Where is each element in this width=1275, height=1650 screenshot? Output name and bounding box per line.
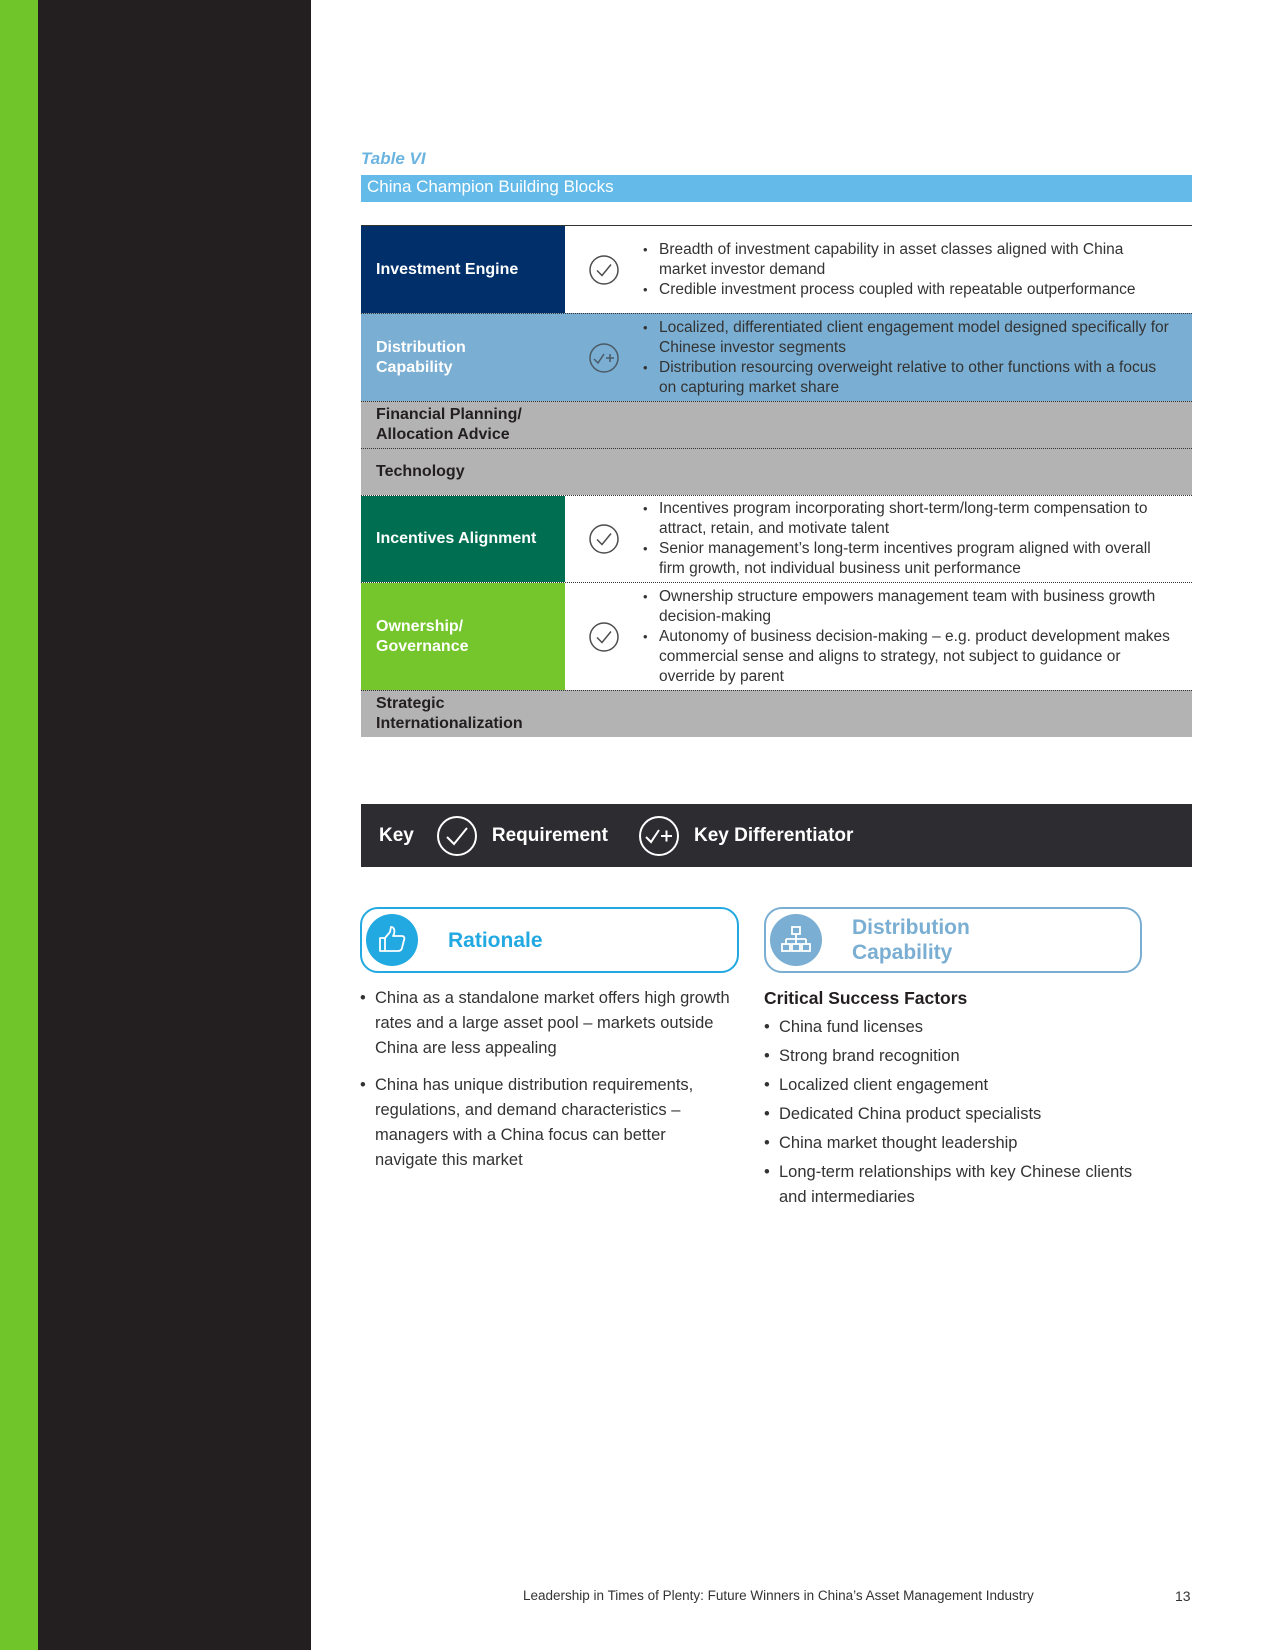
list-item: • Distribution resourcing overweight relative to other functions with a focus on capturing market share bbox=[643, 358, 1157, 396]
check-plus-circle-icon bbox=[638, 815, 680, 857]
row-name: Ownership/ Governance bbox=[361, 583, 565, 690]
key-requirement-label: Requirement bbox=[491, 824, 608, 846]
building-blocks-table bbox=[361, 225, 1192, 737]
list-item: • Senior management’s long-term incentives program aligned with overall firm growth, not individual business unit performance bbox=[643, 540, 1151, 577]
rationale-title: Rationale bbox=[448, 928, 543, 952]
table-title: China Champion Building Blocks bbox=[361, 175, 1192, 202]
table-label: Table VI bbox=[361, 149, 426, 168]
row-description bbox=[643, 583, 1192, 690]
row-name: Technology bbox=[376, 463, 465, 480]
table-row bbox=[361, 448, 1192, 495]
rationale-list bbox=[360, 986, 730, 1185]
row-name: Investment Engine bbox=[361, 226, 565, 313]
list-item: • Strong brand recognition bbox=[764, 1047, 960, 1065]
csf-list bbox=[764, 1015, 1164, 1214]
row-name: Financial Planning/ Allocation Advice bbox=[376, 406, 522, 443]
list-item: • China has unique distribution requirements, regulations, and demand characteristics – managers with a China focus can better navigate this market bbox=[360, 1076, 694, 1169]
org-chart-icon bbox=[780, 924, 812, 956]
rationale-header bbox=[360, 907, 739, 973]
page-number: 13 bbox=[1175, 1588, 1191, 1604]
row-description bbox=[643, 314, 1192, 401]
check-circle-icon bbox=[436, 815, 478, 857]
row-name: Distribution Capability bbox=[376, 338, 466, 376]
check-circle-icon bbox=[588, 621, 620, 653]
row-name: Strategic Internationalization bbox=[376, 695, 523, 732]
distribution-title: Distribution Capability bbox=[852, 916, 970, 964]
side-dark-panel bbox=[38, 0, 311, 1650]
table-row bbox=[361, 690, 1192, 737]
list-item: • Dedicated China product specialists bbox=[764, 1105, 1042, 1123]
list-item: • China market thought leadership bbox=[764, 1134, 1018, 1152]
key-label: Key bbox=[379, 824, 414, 846]
key-legend bbox=[361, 804, 1192, 867]
list-item: • Localized client engagement bbox=[764, 1076, 989, 1094]
list-item: • Autonomy of business decision-making – e.g. product development makes commercial sense and aligns to strategy, not subject to guidance or override by parent bbox=[643, 627, 1170, 685]
row-name: Incentives Alignment bbox=[361, 496, 565, 582]
list-item: • Long-term relationships with key Chinese clients and intermediaries bbox=[764, 1163, 1133, 1206]
key-differentiator-label: Key Differentiator bbox=[694, 824, 854, 846]
csf-heading: Critical Success Factors bbox=[764, 988, 968, 1008]
thumbs-up-icon bbox=[376, 924, 408, 956]
check-circle-icon bbox=[588, 523, 620, 555]
table-row bbox=[361, 313, 1192, 401]
side-accent-strip bbox=[0, 0, 38, 1650]
table-row bbox=[361, 226, 1192, 313]
list-item: • China fund licenses bbox=[764, 1018, 924, 1036]
table-row bbox=[361, 495, 1192, 582]
table-row bbox=[361, 582, 1192, 690]
list-item: • Ownership structure empowers management team with business growth decision-making bbox=[643, 587, 1156, 625]
list-item: • Incentives program incorporating short-term/long-term compensation to attract, retain, and motivate talent bbox=[643, 500, 1148, 537]
check-plus-circle-icon bbox=[588, 342, 620, 374]
table-row bbox=[361, 401, 1192, 448]
list-item: • Breadth of investment capability in asset classes aligned with China market investor demand bbox=[643, 240, 1124, 278]
footer-title: Leadership in Times of Plenty: Future Winners in China’s Asset Management Industry bbox=[523, 1588, 1034, 1603]
list-item: • Localized, differentiated client engagement model designed specifically for Chinese investor segments bbox=[643, 318, 1169, 356]
list-item: • China as a standalone market offers high growth rates and a large asset pool – markets outside China are less appealing bbox=[360, 989, 730, 1057]
list-item: • Credible investment process coupled with repeatable outperformance bbox=[643, 280, 1136, 298]
row-description bbox=[643, 226, 1192, 313]
check-circle-icon bbox=[588, 254, 620, 286]
distribution-header bbox=[764, 907, 1142, 973]
row-description bbox=[643, 496, 1192, 582]
